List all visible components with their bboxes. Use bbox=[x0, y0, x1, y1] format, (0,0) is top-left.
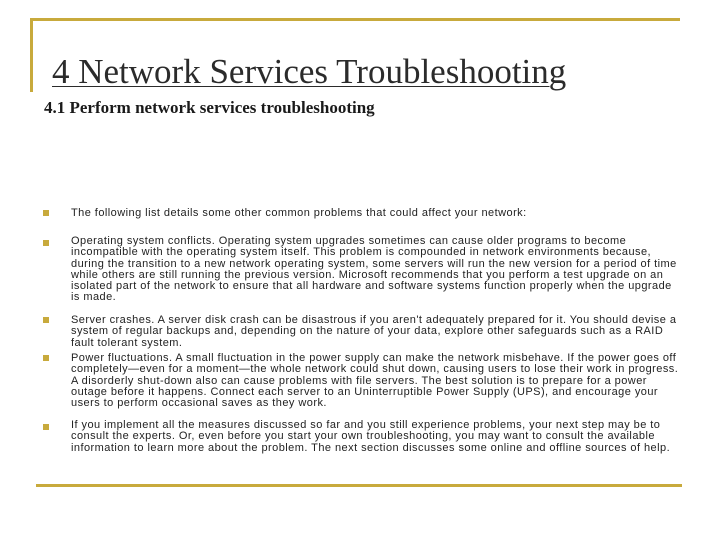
list-item-server-crashes: Server crashes. A server disk crash can be disastrous if you aren't adequately prepared for it. You should devise a system of regular backups and, depending on the nature of your data, explore other safeguards such as a RAID fault tolerant system. bbox=[71, 314, 677, 349]
square-bullet-icon bbox=[43, 424, 49, 430]
list-item-os-conflicts: Operating system conflicts. Operating system upgrades sometimes can cause older programs to become incompatible with the operating system itself. This problem is compounded in network environments because, during the transition to a new network operating system, some servers will run the new version for a period of time while others are still running the previous version. Microsoft recommends that you perform a test upgrade on an isolated part of the network to ensure that all hardware and software systems function properly when the upgrade is made. bbox=[71, 235, 677, 304]
intro-text: The following list details some other common problems that could affect your network: bbox=[71, 207, 527, 219]
square-bullet-icon bbox=[43, 210, 49, 216]
square-bullet-icon bbox=[43, 317, 49, 323]
frame-left-rule bbox=[30, 18, 33, 92]
slide-subtitle: 4.1 Perform network services troubleshooting bbox=[44, 98, 375, 117]
square-bullet-icon bbox=[43, 355, 49, 361]
list-item-consult-experts: If you implement all the measures discussed so far and you still experience problems, your next step may be to consult the experts. Or, even before you start your own troubleshooting, you may want to consult the available information to learn more about the problem. The next section discusses some online and offline sources of help. bbox=[71, 419, 671, 454]
slide-title: 4 Network Services Troubleshooting bbox=[52, 52, 567, 91]
square-bullet-icon bbox=[43, 240, 49, 246]
frame-top-rule bbox=[30, 18, 680, 21]
frame-bottom-rule bbox=[36, 484, 682, 487]
list-item-power-fluctuations: Power fluctuations. A small fluctuation in the power supply can make the network misbehave. If the power goes off completely—even for a moment—the whole network could shut down, causing users to lose their work in progress. A disorderly shut-down also can cause problems with file servers. The best solution is to prepare for a power outage before it happens. Connect each server to an Uninterruptible Power Supply (UPS), and encourage your users to perform occasional saves as they work. bbox=[71, 352, 679, 410]
